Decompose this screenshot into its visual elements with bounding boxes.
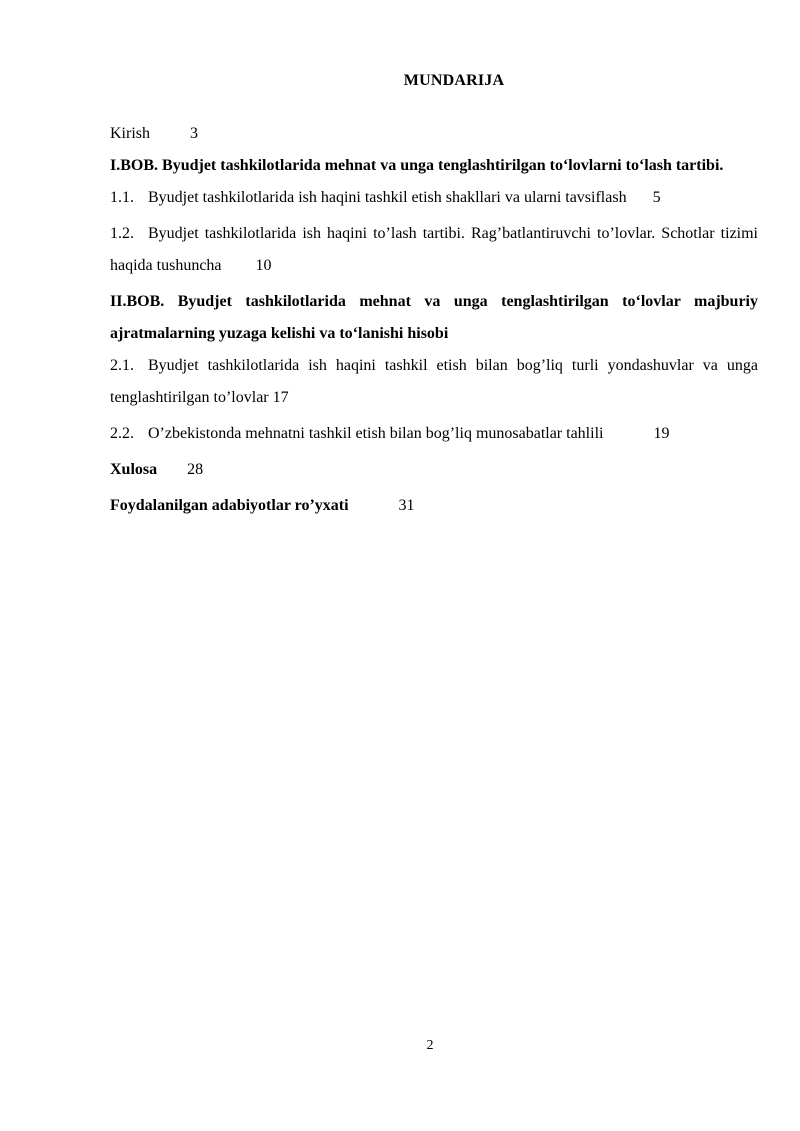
toc-section-number: 1.2. [110,225,134,242]
toc-label: Kirish [110,125,150,142]
toc-section-number: 1.1. [110,189,134,206]
toc-label: Foydalanilgan adabiyotlar ro’yxati [110,497,349,514]
page-title: MUNDARIJA [403,72,505,89]
toc-entry-1-1 [110,182,758,214]
toc-page-number: 31 [398,497,415,514]
toc-page-number: 10 [255,257,272,274]
toc-page-number: 28 [187,461,204,478]
table-of-contents [110,118,758,522]
toc-section-text: O’zbekistonda mehnatni tashkil etish bilan bog’liq munosabatlar tahlili [148,425,604,442]
toc-entry-references [110,490,758,522]
toc-section-number: 2.2. [110,425,134,442]
toc-page-number: 5 [652,189,661,206]
toc-entry-conclusion [110,454,758,486]
toc-section-text: Byudjet tashkilotlarida ish haqini to’lash tartibi. Rag’batlantiruvchi to’lovlar. Schotlar tizimi haqida tushuncha [110,225,758,274]
toc-page-number: 19 [653,425,670,442]
toc-page-number: 17 [272,389,289,406]
toc-page-number: 3 [190,125,198,142]
toc-chapter-1-title: I.BOB. Byudjet tashkilotlarida mehnat va unga tenglashtirilgan to‘lovlarni to‘lash tartibi. [110,157,724,174]
toc-section-text: Byudjet tashkilotlarida ish haqini tashkil etish shakllari va ularni tavsiflash [148,189,627,206]
toc-section-text: Byudjet tashkilotlarida ish haqini tashkil etish bilan bog’liq turli yondashuvlar va unga tenglashtirilgan to’lovlar [110,357,758,406]
toc-chapter-2-title: II.BOB. Byudjet tashkilotlarida mehnat va unga tenglashtirilgan to‘lovlar majburiy ajratmalarning yuzaga kelishi va to‘lanishi hisobi [110,293,758,342]
toc-entry-2-2 [110,418,758,450]
page-number: 2 [426,1038,434,1053]
toc-section-number: 2.1. [110,357,134,374]
toc-entry-intro [110,118,758,150]
toc-entry-1-2 [110,218,758,282]
toc-entry-2-1 [110,350,758,414]
toc-label: Xulosa [110,461,158,478]
